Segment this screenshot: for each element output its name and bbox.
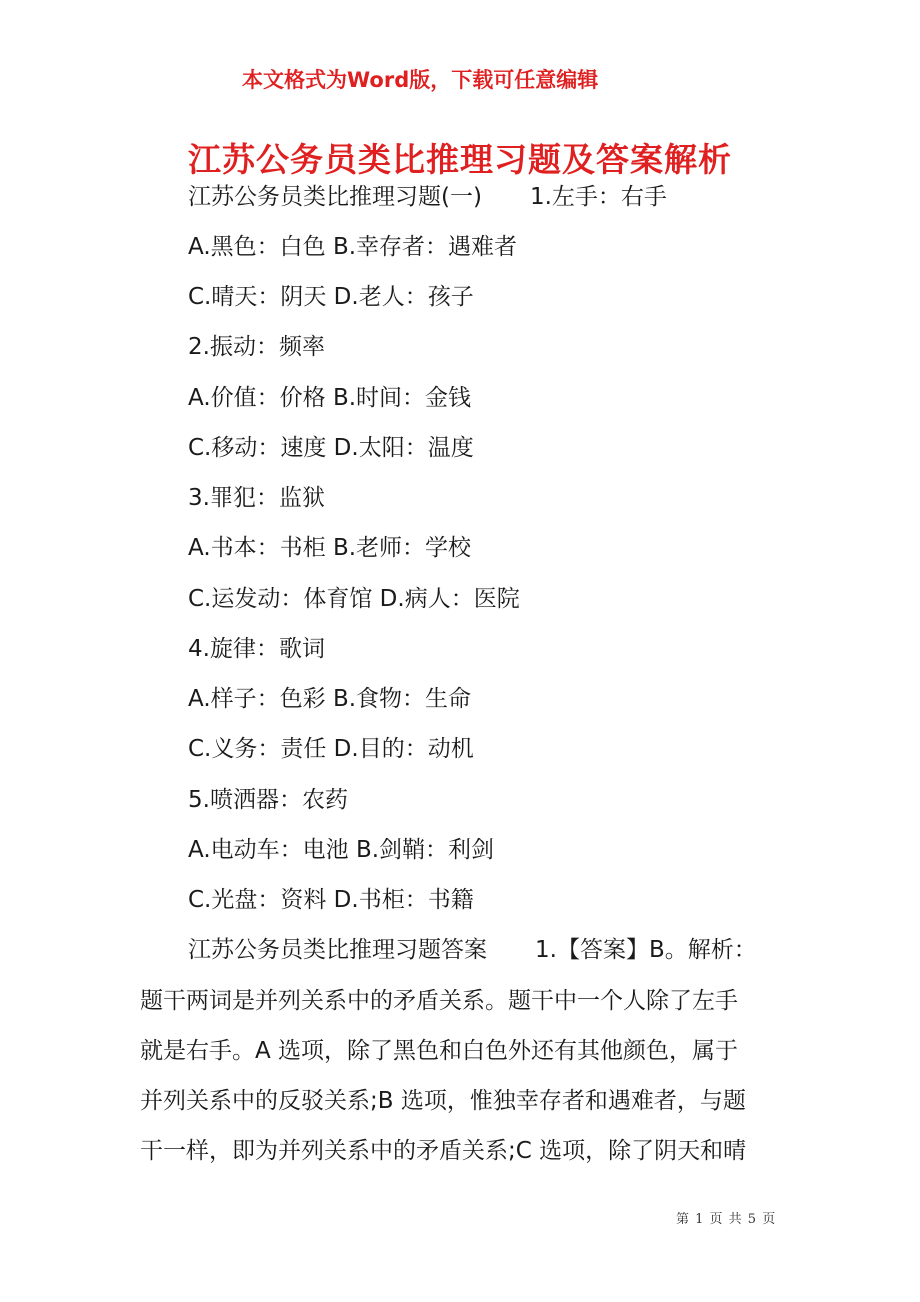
text-line: A.电动车：电池 B.剑鞘：利剑 — [188, 837, 495, 863]
text-line: C.移动：速度 D.太阳：温度 — [188, 435, 474, 461]
format-notice: 本文格式为Word版，下载可任意编辑 — [242, 68, 599, 92]
text-line: C.晴天：阴天 D.老人：孩子 — [188, 284, 474, 310]
text-line: 4.旋律：歌词 — [188, 636, 325, 662]
text-line: A.价值：价格 B.时间：金钱 — [188, 385, 472, 411]
answer-text-line: 干一样，即为并列关系中的矛盾关系;C 选项，除了阴天和晴 — [140, 1138, 747, 1164]
exercise-heading: 江苏公务员类比推理习题(一) — [188, 184, 482, 210]
text-line: 2.振动：频率 — [188, 334, 325, 360]
answer-text-line: 题干两词是并列关系中的矛盾关系。题干中一个人除了左手 — [140, 988, 738, 1014]
text-line: 5.喷洒器：农药 — [188, 787, 348, 813]
text-line: C.义务：责任 D.目的：动机 — [188, 736, 474, 762]
question-1: 1.左手：右手 — [529, 184, 667, 210]
text-line: A.书本：书柜 B.老师：学校 — [188, 535, 472, 561]
exercise-heading-line — [188, 182, 667, 212]
text-line: A.黑色：白色 B.幸存者：遇难者 — [188, 234, 518, 260]
answer-text-line: 就是右手。A 选项，除了黑色和白色外还有其他颜色，属于 — [140, 1038, 739, 1064]
text-line: C.运发动：体育馆 D.病人：医院 — [188, 586, 520, 612]
document-title: 江苏公务员类比推理习题及答案解析 — [188, 140, 732, 179]
answer-1-label: 1.【答案】B。解析： — [535, 937, 757, 963]
answer-text-line: 并列关系中的反驳关系;B 选项，惟独幸存者和遇难者，与题 — [140, 1088, 746, 1114]
text-line: 3.罪犯：监狱 — [188, 485, 325, 511]
page-number-footer: 第 1 页 共 5 页 — [676, 1212, 777, 1227]
text-line: A.样子：色彩 B.食物：生命 — [188, 686, 472, 712]
text-line: C.光盘：资料 D.书柜：书籍 — [188, 887, 474, 913]
answers-heading: 江苏公务员类比推理习题答案 — [188, 937, 487, 963]
answers-heading-line — [188, 935, 757, 965]
